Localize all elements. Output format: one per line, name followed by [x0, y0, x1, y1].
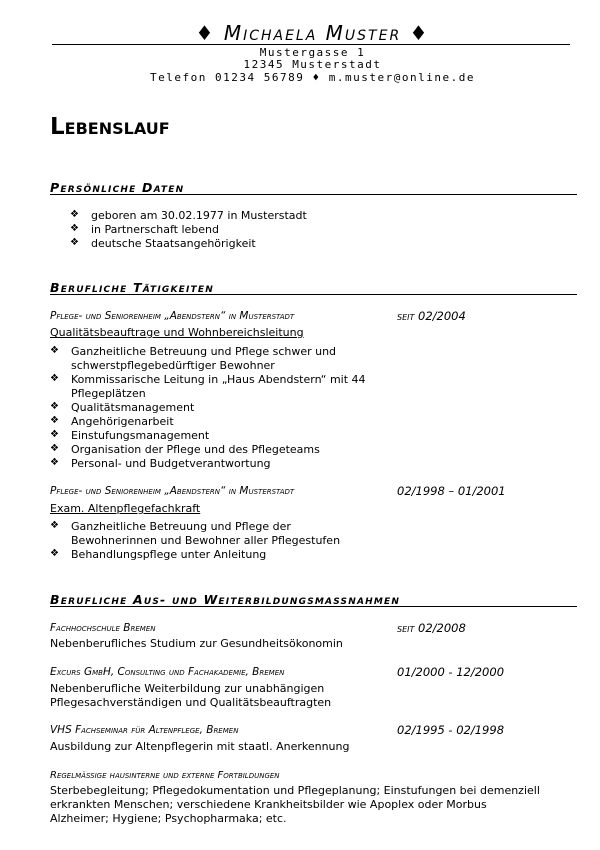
training-heading: Regelmässige hausinterne und externe Fortbildungen	[50, 770, 280, 781]
section-divider	[50, 294, 577, 295]
education-date: seit 02/2008	[397, 621, 466, 635]
bullet-icon: ❖	[70, 209, 79, 220]
section-divider	[50, 606, 577, 607]
bullet-icon: ❖	[50, 457, 59, 468]
training-description: Alzheimer; Hygiene; Psychopharmaka; etc.	[50, 812, 287, 825]
training-description: erkrankten Menschen; verschiedene Krankheitsbilder wie Apoplex oder Morbus	[50, 798, 487, 811]
job-title: Exam. Altenpflegefachkraft	[50, 502, 201, 515]
institution-name: Excurs GmbH, Consulting und Fachakademie, Bremen	[50, 666, 285, 678]
education-description: Nebenberufliches Studium zur Gesundheitsökonomin	[50, 637, 343, 650]
education-date: 01/2000 - 12/2000	[397, 665, 505, 679]
education-description: Ausbildung zur Altenpflegerin mit staatl. Anerkennung	[50, 740, 350, 753]
bullet-icon: ❖	[70, 237, 79, 248]
bullet-icon: ❖	[50, 401, 59, 412]
education-description: Pflegesachverständigen und Qualitätsbeauftragten	[50, 696, 332, 709]
contact-line: Telefon 01234 56789 ♦ m.muster@online.de	[150, 71, 475, 84]
header-divider	[52, 44, 570, 45]
employer-name: Pflege- und Seniorenheim „Abendstern“ in Musterstadt	[50, 310, 295, 322]
bullet-icon: ❖	[50, 373, 59, 384]
applicant-name: ♦ Michaela Muster ♦	[195, 21, 430, 45]
training-description: Sterbebegleitung; Pflegedokumentation und Pflegeplanung; Einstufungen bei demenziell	[50, 784, 540, 797]
employment-date: 02/1998 – 01/2001	[397, 484, 506, 498]
document-title: Lebenslauf	[50, 114, 170, 140]
address-city: 12345 Musterstadt	[243, 58, 382, 71]
institution-name: VHS Fachseminar für Altenpflege, Bremen	[50, 724, 239, 736]
address-street: Mustergasse 1	[259, 46, 366, 59]
education-date: 02/1995 - 02/1998	[397, 723, 505, 737]
section-heading-education: Berufliche Aus- und Weiterbildungsmassnahmen	[50, 592, 401, 607]
bullet-icon: ❖	[50, 345, 59, 356]
section-heading-work: Berufliche Tätigkeiten	[50, 280, 214, 295]
bullet-icon: ❖	[50, 429, 59, 440]
section-divider	[50, 194, 577, 195]
bullet-icon: ❖	[50, 443, 59, 454]
employment-date: seit 02/2004	[397, 309, 466, 323]
bullet-icon: ❖	[50, 520, 59, 531]
bullet-icon: ❖	[70, 223, 79, 234]
education-description: Nebenberufliche Weiterbildung zur unabhängigen	[50, 682, 325, 695]
bullet-icon: ❖	[50, 548, 59, 559]
institution-name: Fachhochschule Bremen	[50, 622, 156, 634]
employer-name: Pflege- und Seniorenheim „Abendstern“ in Musterstadt	[50, 485, 295, 497]
job-title: Qualitätsbeauftrage und Wohnbereichsleitung	[50, 326, 304, 339]
section-heading-personal: Persönliche Daten	[50, 180, 185, 195]
bullet-icon: ❖	[50, 415, 59, 426]
